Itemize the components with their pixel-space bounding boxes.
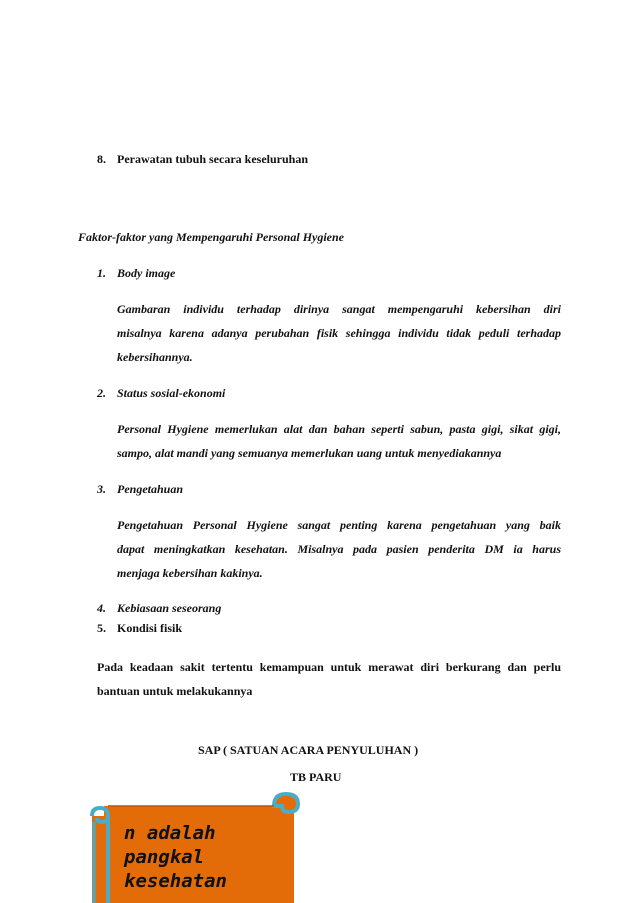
banner-line-3: kesehatan [124,870,227,892]
factor-2-line-2: sampo, alat mandi yang semuanya memerlukan uang untuk menyediakannya [117,446,502,460]
factor-1-number: 1. [97,266,106,280]
factor-5-title: Kondisi fisik [117,621,183,635]
factor-3-number: 3. [97,482,106,496]
item-8-number: 8. [97,152,106,166]
factor-3-title: Pengetahuan [117,482,184,496]
banner-line-1: n adalah [124,822,216,844]
factor-2-number: 2. [97,386,106,400]
factor-1-line-3: kebersihannya. [117,350,193,364]
closing-line-2: bantuan untuk melakukannya [97,684,253,698]
item-8-text: Perawatan tubuh secara keseluruhan [117,152,309,166]
closing-line-1: Pada keadaan sakit tertentu kemampuan untuk merawat diri berkurang dan perlu [97,660,561,674]
factor-1-line-1: Gambaran individu terhadap dirinya sangat mempengaruhi kebersihan diri [117,302,561,316]
factor-5-number: 5. [97,621,106,635]
section-heading: Faktor-faktor yang Mempengaruhi Personal Hygiene [78,230,345,244]
factor-2-line-1: Personal Hygiene memerlukan alat dan bahan seperti sabun, pasta gigi, sikat gigi, [117,422,561,436]
factor-1-line-2: misalnya karena adanya perubahan fisik sehingga individu tidak peduli terhadap [117,326,561,340]
factor-2-title: Status sosial-ekonomi [117,386,226,400]
factor-3-line-1: Pengetahuan Personal Hygiene sangat penting karena pengetahuan yang baik [117,518,561,532]
sap-title: SAP ( SATUAN ACARA PENYULUHAN ) [198,743,419,757]
factor-3-line-2: dapat meningkatkan kesehatan. Misalnya pada pasien penderita DM ia harus [117,542,561,556]
banner-line-2: pangkal [124,846,205,868]
sap-subtitle: TB PARU [290,770,342,784]
factor-4-number: 4. [97,601,106,615]
factor-4-title: Kebiasaan seseorang [117,601,222,615]
factor-3-line-3: menjaga kebersihan kakinya. [117,566,263,580]
factor-1-title: Body image [117,266,176,280]
